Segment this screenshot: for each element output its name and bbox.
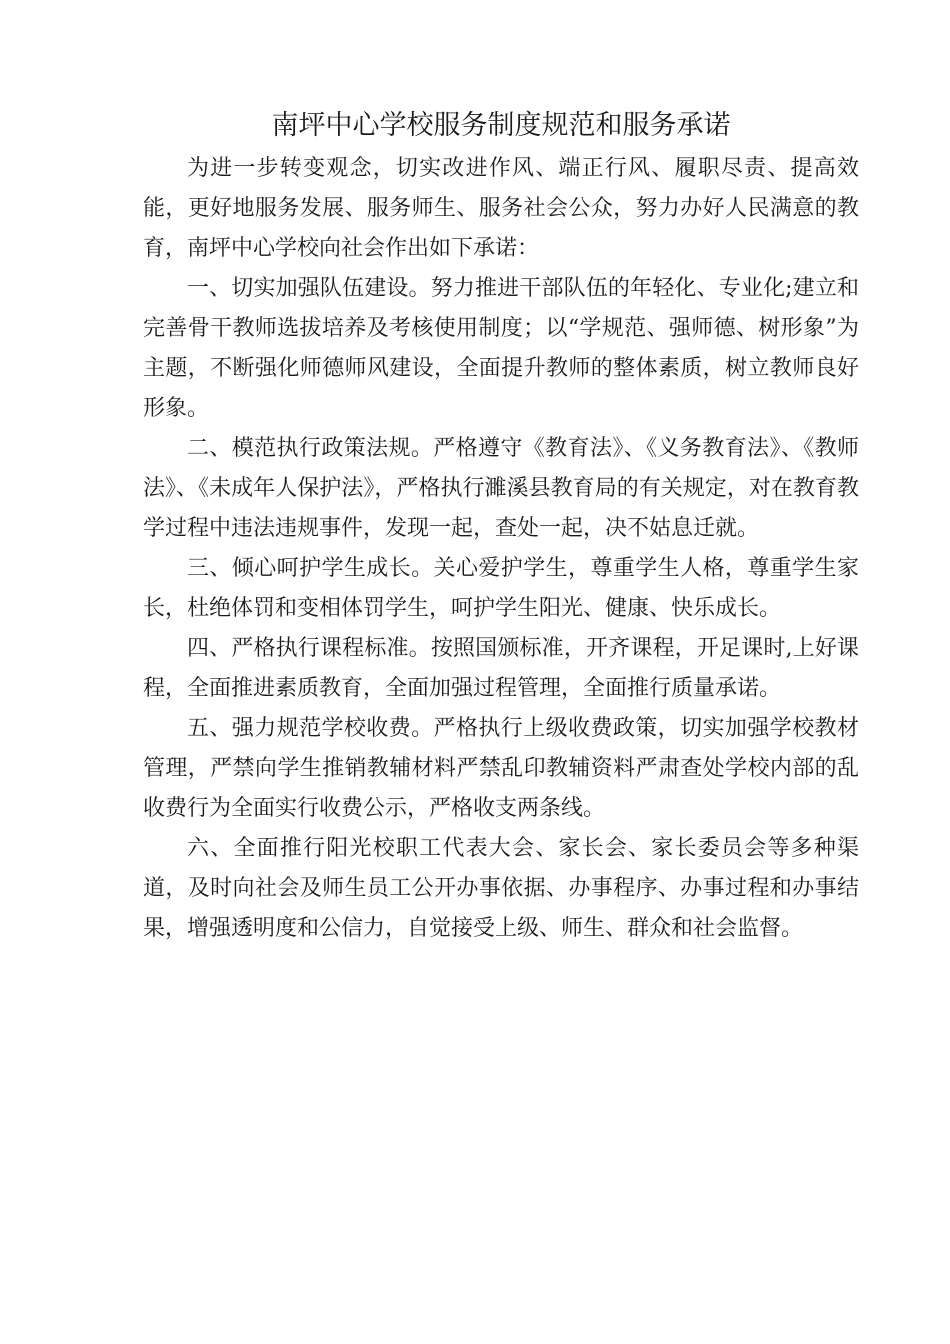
paragraph-item-4: 四、严格执行课程标准。按照国颁标准，开齐课程，开足课时,上好课程，全面推进素质教育，全面加强过程管理，全面推行质量承诺。: [143, 636, 859, 701]
paragraph-intro: 为进一步转变观念，切实改进作风、端正行风、履职尽责、提高效能，更好地服务发展、服务师生、服务社会公众，努力办好人民满意的教育，南坪中心学校向社会作出如下承诺：: [143, 156, 859, 261]
document-title: 南坪中心学校服务制度规范和服务承诺: [271, 110, 731, 141]
paragraph-item-1: 一、切实加强队伍建设。努力推进干部队伍的年轻化、专业化;建立和完善骨干教师选拔培养及考核使用制度；以“学规范、强师德、树形象”为主题，不断强化师德师风建设，全面提升教师的整体素质，树立教师良好形象。: [143, 276, 859, 421]
paragraph-item-3: 三、倾心呵护学生成长。关心爱护学生，尊重学生人格，尊重学生家长，杜绝体罚和变相体罚学生，呵护学生阳光、健康、快乐成长。: [143, 556, 859, 621]
paragraph-item-6: 六、全面推行阳光校职工代表大会、家长会、家长委员会等多种渠道，及时向社会及师生员工公开办事依据、办事程序、办事过程和办事结果，增强透明度和公信力，自觉接受上级、师生、群众和社会监督。: [143, 836, 859, 941]
paragraph-item-5: 五、强力规范学校收费。严格执行上级收费政策，切实加强学校教材管理，严禁向学生推销教辅材料严禁乱印教辅资料严肃查处学校内部的乱收费行为全面实行收费公示，严格收支两条线。: [143, 716, 859, 821]
document-body: [143, 149, 859, 949]
paragraph-item-2: 二、模范执行政策法规。严格遵守《教育法》、《义务教育法》、《教师法》、《未成年人保护法》，严格执行濉溪县教育局的有关规定，对在教育教学过程中违法违规事件，发现一起，查处一起，决不姑息迁就。: [143, 436, 859, 541]
